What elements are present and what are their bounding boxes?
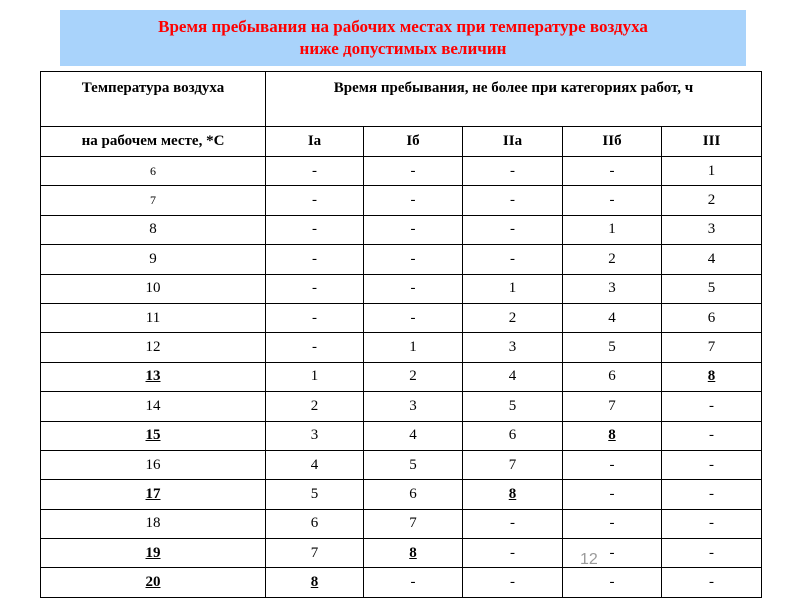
time-value-cell: 8 xyxy=(463,480,563,509)
time-value-cell: 5 xyxy=(662,274,762,303)
category-header-cell: Iа xyxy=(266,127,364,157)
time-value-cell: - xyxy=(563,186,662,215)
time-value-cell: 7 xyxy=(364,509,463,538)
time-value-cell: 7 xyxy=(463,450,563,479)
time-value-cell: 1 xyxy=(563,215,662,244)
time-value-cell: 8 xyxy=(364,539,463,568)
table-row xyxy=(41,245,762,274)
temperature-cell: 9 xyxy=(41,245,266,274)
table-row xyxy=(41,186,762,215)
temperature-cell: 8 xyxy=(41,215,266,244)
time-value-cell: 4 xyxy=(563,303,662,332)
time-value-cell: - xyxy=(266,215,364,244)
temperature-cell: 20 xyxy=(41,568,266,597)
temperature-cell: 10 xyxy=(41,274,266,303)
time-value-cell: - xyxy=(266,274,364,303)
time-value-cell: 6 xyxy=(266,509,364,538)
time-value-cell: - xyxy=(563,568,662,597)
time-value-cell: 4 xyxy=(266,450,364,479)
time-value-cell: 5 xyxy=(463,392,563,421)
time-value-cell: - xyxy=(662,450,762,479)
time-value-cell: - xyxy=(266,245,364,274)
table-row xyxy=(41,450,762,479)
time-value-cell: 4 xyxy=(662,245,762,274)
category-header-cell: IIб xyxy=(563,127,662,157)
time-value-cell: - xyxy=(364,303,463,332)
header-row-1 xyxy=(41,72,762,127)
time-value-cell: - xyxy=(662,509,762,538)
time-value-cell: 3 xyxy=(563,274,662,303)
time-value-cell: 2 xyxy=(364,362,463,391)
table-row xyxy=(41,362,762,391)
temperature-cell: 18 xyxy=(41,509,266,538)
temperature-cell: 11 xyxy=(41,303,266,332)
time-value-cell: 2 xyxy=(463,303,563,332)
time-value-cell: - xyxy=(563,450,662,479)
time-value-cell: - xyxy=(662,539,762,568)
table-row xyxy=(41,539,762,568)
temperature-cell: 17 xyxy=(41,480,266,509)
time-value-cell: - xyxy=(364,157,463,186)
time-value-cell: 1 xyxy=(662,157,762,186)
time-value-cell: 7 xyxy=(563,392,662,421)
time-value-cell: 2 xyxy=(563,245,662,274)
title-line-1: Время пребывания на рабочих местах при температуре воздуха xyxy=(158,17,648,36)
time-value-cell: 2 xyxy=(266,392,364,421)
temperature-time-table xyxy=(40,71,762,598)
time-value-cell: 7 xyxy=(662,333,762,362)
time-value-cell: 8 xyxy=(662,362,762,391)
temp-header-cell: Температура воздуха xyxy=(41,72,266,127)
temperature-cell: 7 xyxy=(41,186,266,215)
time-value-cell: 1 xyxy=(364,333,463,362)
category-header-cell: Iб xyxy=(364,127,463,157)
time-value-cell: 2 xyxy=(662,186,762,215)
table-row xyxy=(41,157,762,186)
time-value-cell: 1 xyxy=(463,274,563,303)
time-value-cell: - xyxy=(463,157,563,186)
temperature-cell: 12 xyxy=(41,333,266,362)
category-header-cell: III xyxy=(662,127,762,157)
time-value-cell: - xyxy=(364,568,463,597)
place-header-cell: на рабочем месте, *С xyxy=(41,127,266,157)
time-value-cell: 7 xyxy=(266,539,364,568)
temperature-cell: 15 xyxy=(41,421,266,450)
time-header-cell: Время пребывания, не более при категориях работ, ч xyxy=(266,72,762,127)
page-number: 12 xyxy=(580,551,598,568)
table-row xyxy=(41,215,762,244)
time-value-cell: 5 xyxy=(364,450,463,479)
time-value-cell: - xyxy=(463,568,563,597)
table-row xyxy=(41,509,762,538)
time-value-cell: 3 xyxy=(364,392,463,421)
time-value-cell: - xyxy=(563,157,662,186)
time-value-cell: 8 xyxy=(266,568,364,597)
temperature-cell: 19 xyxy=(41,539,266,568)
table-row xyxy=(41,274,762,303)
time-value-cell: 5 xyxy=(563,333,662,362)
time-value-cell: - xyxy=(266,157,364,186)
table-row xyxy=(41,568,762,597)
time-value-cell: - xyxy=(463,186,563,215)
table-row xyxy=(41,421,762,450)
time-value-cell: 8 xyxy=(563,421,662,450)
title-line-2: ниже допустимых величин xyxy=(299,39,507,58)
time-value-cell: - xyxy=(266,333,364,362)
time-value-cell: - xyxy=(463,539,563,568)
time-value-cell: 1 xyxy=(266,362,364,391)
temperature-cell: 16 xyxy=(41,450,266,479)
title-banner xyxy=(60,10,746,66)
temperature-cell: 6 xyxy=(41,157,266,186)
time-value-cell: - xyxy=(364,274,463,303)
time-value-cell: - xyxy=(662,568,762,597)
temperature-cell: 13 xyxy=(41,362,266,391)
time-value-cell: - xyxy=(463,215,563,244)
temperature-cell: 14 xyxy=(41,392,266,421)
table-row xyxy=(41,480,762,509)
time-value-cell: - xyxy=(662,480,762,509)
time-value-cell: 3 xyxy=(266,421,364,450)
time-value-cell: - xyxy=(463,509,563,538)
time-value-cell: - xyxy=(563,509,662,538)
time-value-cell: - xyxy=(563,539,662,568)
time-value-cell: - xyxy=(364,245,463,274)
time-value-cell: - xyxy=(364,215,463,244)
time-value-cell: - xyxy=(463,245,563,274)
time-value-cell: 6 xyxy=(563,362,662,391)
table-row xyxy=(41,303,762,332)
time-value-cell: 5 xyxy=(266,480,364,509)
time-value-cell: 4 xyxy=(463,362,563,391)
time-value-cell: 6 xyxy=(662,303,762,332)
time-value-cell: 6 xyxy=(364,480,463,509)
time-value-cell: 4 xyxy=(364,421,463,450)
time-value-cell: 3 xyxy=(463,333,563,362)
time-value-cell: - xyxy=(266,186,364,215)
table-row xyxy=(41,392,762,421)
category-header-cell: IIа xyxy=(463,127,563,157)
time-value-cell: - xyxy=(266,303,364,332)
time-value-cell: - xyxy=(662,392,762,421)
time-value-cell: - xyxy=(662,421,762,450)
header-row-2 xyxy=(41,127,762,157)
time-value-cell: 6 xyxy=(463,421,563,450)
time-value-cell: - xyxy=(364,186,463,215)
table-row xyxy=(41,333,762,362)
time-value-cell: - xyxy=(563,480,662,509)
time-value-cell: 3 xyxy=(662,215,762,244)
